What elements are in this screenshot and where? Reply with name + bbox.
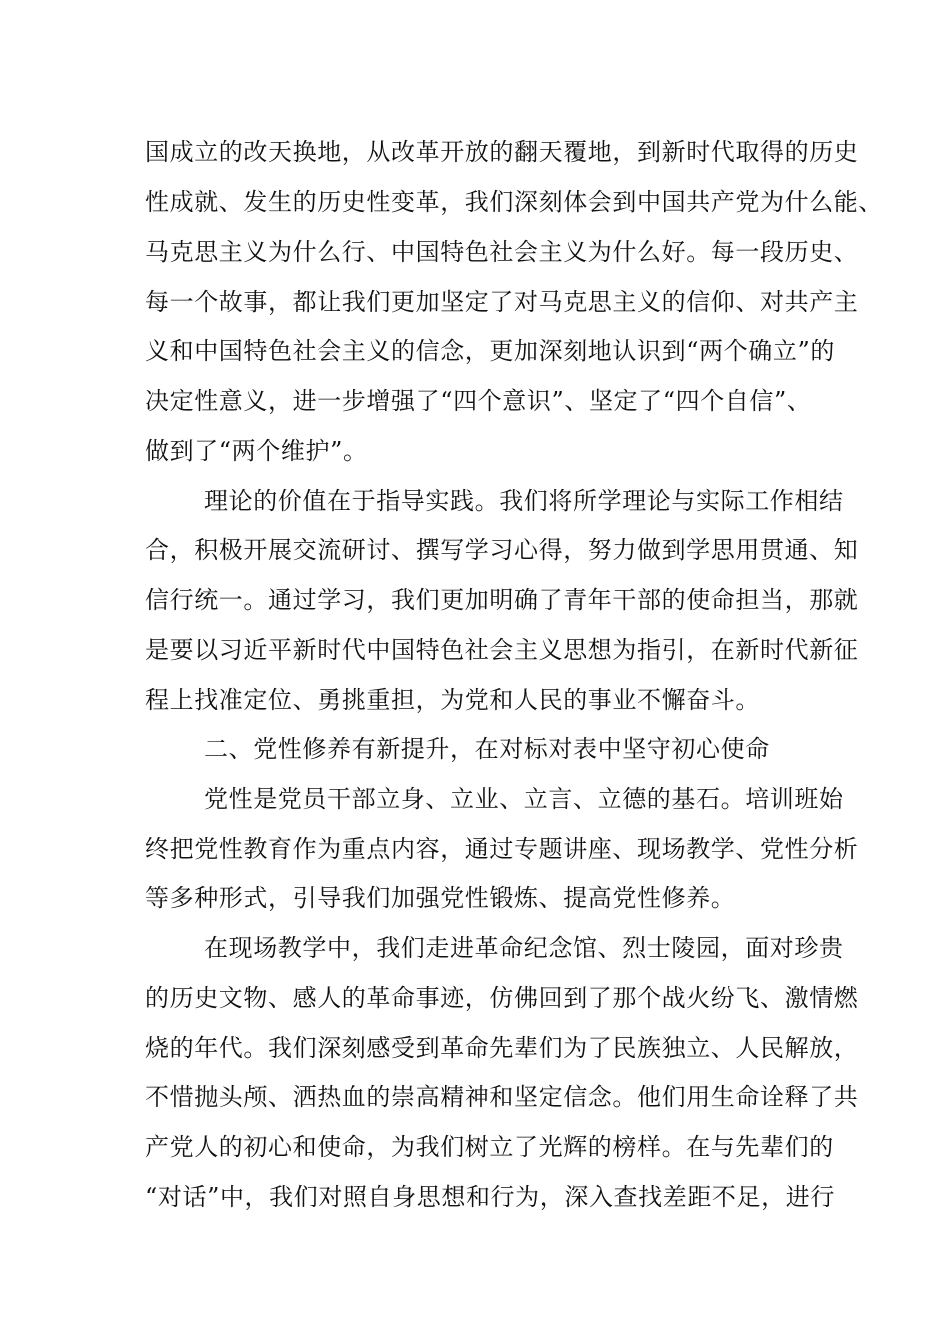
text-line: 等多种形式，引导我们加强党性锻炼、提高党性修养。 (145, 884, 736, 912)
text-line: 做到了“两个维护”。 (145, 437, 368, 465)
text-line: 信行统一。通过学习，我们更加明确了青年干部的使命担当，那就 (145, 586, 859, 614)
text-line: “对话”中，我们对照自身思想和行为，深入查找差距不足，进行 (145, 1183, 835, 1211)
text-line: 性成就、发生的历史性变革，我们深刻体会到中国共产党为什么能、 (145, 188, 883, 216)
paragraph-first-line: 党性是党员干部立身、立业、立言、立德的基石。培训班始 (204, 785, 844, 813)
text-line: 马克思主义为什么行、中国特色社会主义为什么好。每一段历史、 (145, 238, 859, 266)
paragraph-first-line: 理论的价值在于指导实践。我们将所学理论与实际工作相结 (204, 487, 844, 515)
section-heading: 二、党性修养有新提升，在对标对表中坚守初心使命 (204, 735, 770, 763)
text-line: 是要以习近平新时代中国特色社会主义思想为指引，在新时代新征 (145, 636, 859, 664)
text-line: 的历史文物、感人的革命事迹，仿佛回到了那个战火纷飞、激情燃 (145, 984, 859, 1012)
text-line: 义和中国特色社会主义的信念，更加深刻地认识到“两个确立”的 (145, 337, 835, 365)
text-line: 合，积极开展交流研讨、撰写学习心得，努力做到学思用贯通、知 (145, 536, 859, 564)
text-line: 程上找准定位、勇挑重担，为党和人民的事业不懈奋斗。 (145, 686, 760, 714)
text-line: 终把党性教育作为重点内容，通过专题讲座、现场教学、党性分析 (145, 835, 859, 863)
text-line: 不惜抛头颅、洒热血的崇高精神和坚定信念。他们用生命诠释了共 (145, 1083, 859, 1111)
text-line: 产党人的初心和使命，为我们树立了光辉的榜样。在与先辈们的 (145, 1133, 834, 1161)
text-line: 烧的年代。我们深刻感受到革命先辈们为了民族独立、人民解放， (145, 1034, 859, 1062)
text-line: 决定性意义，进一步增强了“四个意识”、坚定了“四个自信”、 (145, 387, 812, 415)
paragraph-first-line: 在现场教学中，我们走进革命纪念馆、烈士陵园，面对珍贵 (204, 934, 844, 962)
text-line: 国成立的改天换地，从改革开放的翻天覆地，到新时代取得的历史 (145, 138, 859, 166)
text-line: 每一个故事，都让我们更加坚定了对马克思主义的信仰、对共产主 (145, 288, 859, 316)
